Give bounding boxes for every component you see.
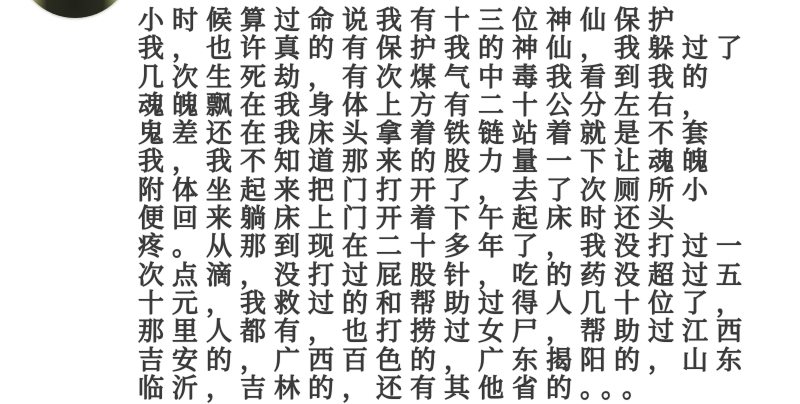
comment-line: 鬼差还在我床头拿着铁链站着就是不套 — [138, 119, 717, 150]
comment-line: 十元，我救过的和帮助过得人几十位了， — [138, 288, 751, 319]
comment-line: 附体坐起来把门打开了，去了次厕所小 — [138, 175, 717, 206]
comment-line: 小时候算过命说我有十三位神仙保护 — [138, 6, 683, 36]
comment-line: 我，也许真的有保护我的神仙，我躲过了 — [138, 34, 751, 65]
comment-text — [138, 7, 793, 403]
comment-line: 吉安的，广西百色的，广东揭阳的，山东 — [138, 345, 751, 376]
comment-line: 临沂，吉林的，还有其他省的。。。 — [138, 373, 657, 404]
comment-line: 疼。从那到现在二十多年了，我没打过一 — [138, 232, 751, 263]
comment-line: 次点滴，没打过屁股针，吃的药没超过五 — [138, 260, 751, 291]
comment-line: 几次生死劫，有次煤气中毒我看到我的 — [138, 62, 717, 93]
avatar[interactable] — [17, 0, 133, 18]
comment-line: 那里人都有，也打捞过女尸，帮助过江西 — [138, 317, 751, 348]
comment-line: 我，我不知道那来的股力量一下让魂魄 — [138, 147, 717, 178]
comment-line: 魂魄飘在我身体上方有二十公分左右， — [138, 90, 717, 121]
comment-line: 便回来躺床上门开着下午起床时还头 — [138, 204, 683, 235]
